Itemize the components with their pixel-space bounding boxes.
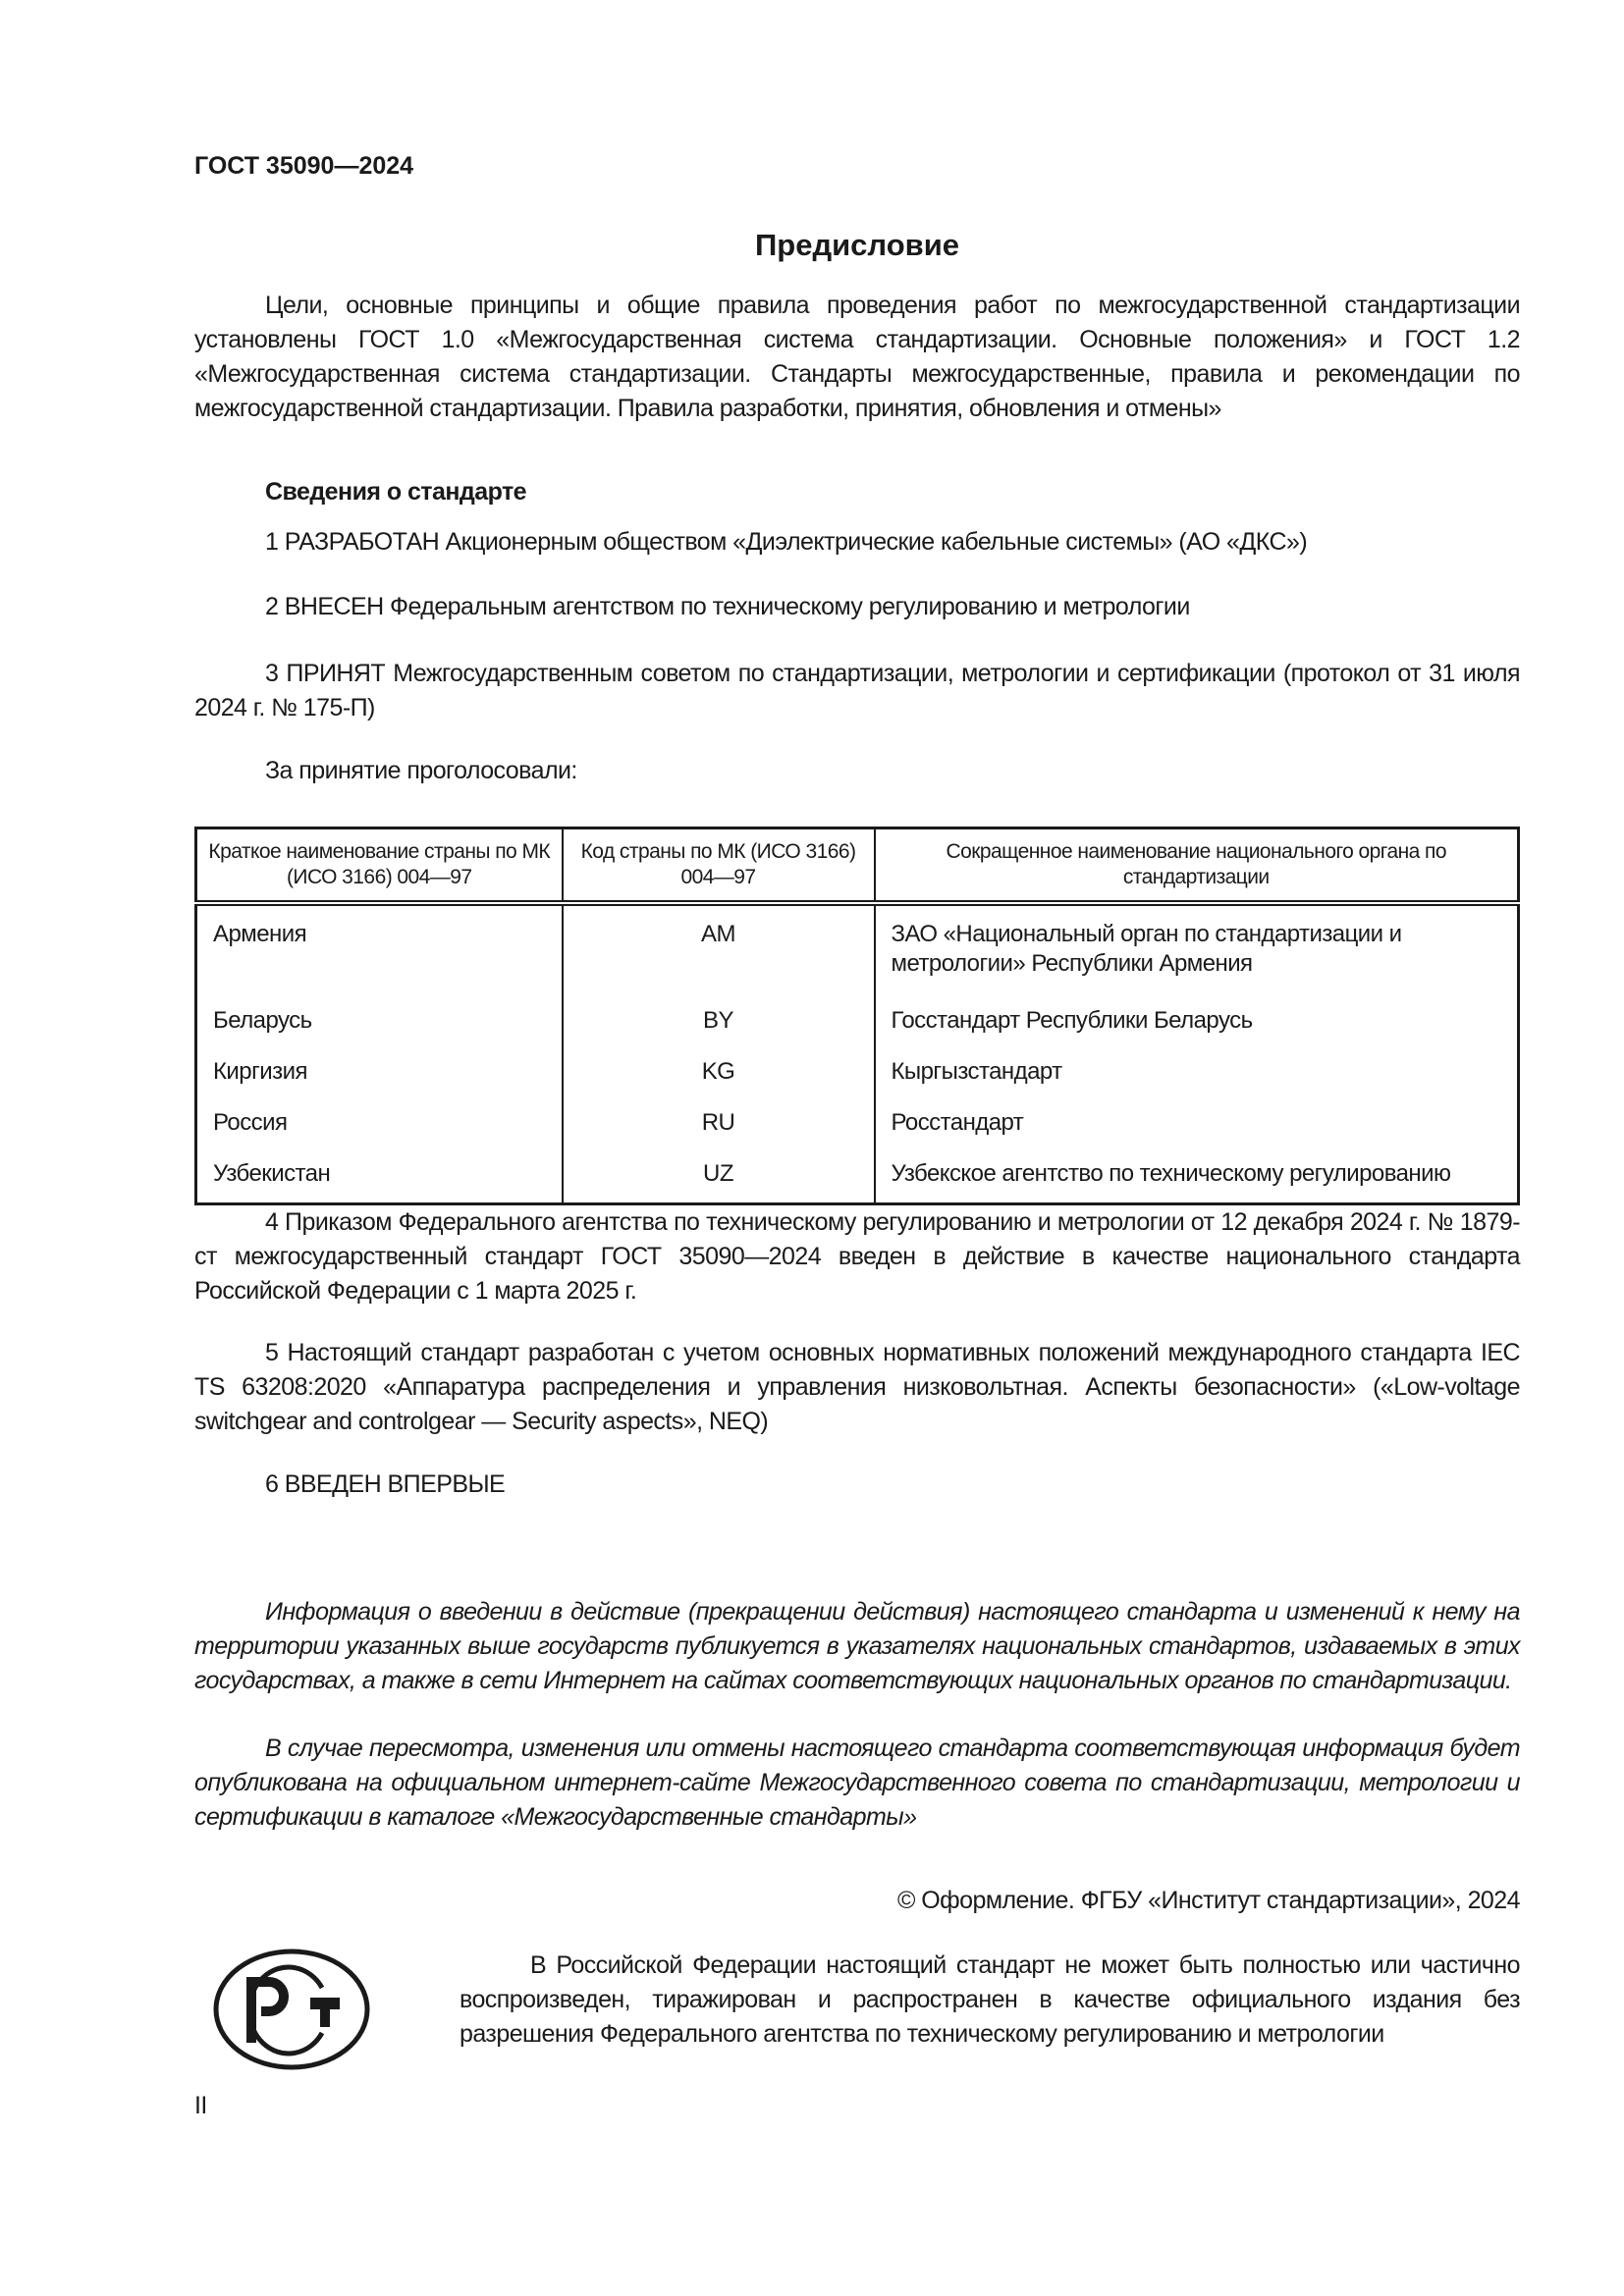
item-3: 3 ПРИНЯТ Межгосударственным советом по стандартизации, метрологии и сертификации (протокол от 31 июля 2024 г. № 175-П) bbox=[194, 660, 1520, 721]
item-2: 2 ВНЕСЕН Федеральным агентством по техническому регулированию и метрологии bbox=[265, 593, 1190, 620]
table-header-row bbox=[196, 828, 1519, 904]
body-cell: Госстандарт Республики Беларусь bbox=[891, 1007, 1253, 1034]
page-number: II bbox=[194, 2092, 207, 2119]
item-4: 4 Приказом Федерального агентства по техническому регулированию и метрологии от 12 декабря 2024 г. № 1879-ст межгосударственный стандарт ГОСТ 35090—2024 введен в действие в качестве национального стандарта Российской Федерации с 1 марта 2025 г. bbox=[194, 1208, 1520, 1305]
code-cell: KG bbox=[563, 1049, 875, 1100]
table-row bbox=[196, 903, 1519, 998]
code-cell: RU bbox=[563, 1100, 875, 1151]
table-row bbox=[196, 1151, 1519, 1204]
document-number: ГОСТ 35090—2024 bbox=[194, 152, 414, 180]
country-cell: Киргизия bbox=[196, 1049, 563, 1100]
column-header: Код страны по МК (ИСО 3166) 004—97 bbox=[563, 828, 875, 904]
notice-paragraph-2: В случае пересмотра, изменения или отмены настоящего стандарта соответствующая информация будет опубликована на официальном интернет-сайте Межгосударственного совета по стандартизации, метрологии и сертификации в каталоге «Межгосударственные стандарты» bbox=[194, 1735, 1520, 1831]
table-row bbox=[196, 1049, 1519, 1100]
item-5: 5 Настоящий стандарт разработан с учетом основных нормативных положений международного стандарта IEC TS 63208:2020 «Аппаратура распределения и управления низковольтная. Аспекты безопасности» («Low-voltage switchgear and controlgear — Security aspects», NEQ) bbox=[194, 1339, 1520, 1435]
body-cell: Росстандарт bbox=[891, 1109, 1024, 1136]
country-cell: Армения bbox=[196, 903, 563, 998]
country-cell: Узбекистан bbox=[196, 1151, 563, 1204]
info-heading: Сведения о стандарте bbox=[265, 478, 527, 506]
rights-notice: В Российской Федерации настоящий стандарт не может быть полностью или частично воспроизведен, тиражирован и распространен в качестве официального издания без разрешения Федерального агентства по техническому регулированию и метрологии bbox=[460, 1951, 1520, 2048]
table-row bbox=[196, 998, 1519, 1049]
copyright: © Оформление. ФГБУ «Институт стандартизации», 2024 bbox=[896, 1887, 1520, 1914]
intro-paragraph: Цели, основные принципы и общие правила проведения работ по межгосударственной стандартизации установлены ГОСТ 1.0 «Межгосударственная система стандартизации. Основные положения» и ГОСТ 1.2 «Межгосударственная система стандартизации. Стандарты межгосударственные, правила и рекомендации по межгосударственной стандартизации. Правила разработки, принятия, обновления и отмены» bbox=[194, 292, 1520, 422]
rst-certification-logo-icon bbox=[212, 1949, 371, 2070]
column-header: Краткое наименование страны по МК (ИСО 3166) 004—97 bbox=[196, 828, 563, 904]
page-title: Предисловие bbox=[754, 228, 959, 262]
body-cell: Кыргызстандарт bbox=[891, 1058, 1062, 1085]
code-cell: UZ bbox=[563, 1151, 875, 1204]
item-6: 6 ВВЕДЕН ВПЕРВЫЕ bbox=[265, 1470, 506, 1498]
column-header: Сокращенное наименование национального органа по стандартизации bbox=[875, 828, 1519, 904]
notice-paragraph-1: Информация о введении в действие (прекращении действия) настоящего стандарта и изменений к нему на территории указанных выше государств публикуется в указателях национальных стандартов, издаваемых в этих государствах, а также в сети Интернет на сайтах соответствующих национальных органов по стандартизации. bbox=[194, 1598, 1520, 1694]
code-cell: AM bbox=[563, 903, 875, 998]
code-cell: BY bbox=[563, 998, 875, 1049]
voted-label: За принятие проголосовали: bbox=[265, 757, 577, 784]
voting-table bbox=[194, 827, 1520, 1205]
country-cell: Россия bbox=[196, 1100, 563, 1151]
item-1: 1 РАЗРАБОТАН Акционерным обществом «Диэлектрические кабельные системы» (АО «ДКС») bbox=[265, 528, 1308, 556]
country-cell: Беларусь bbox=[196, 998, 563, 1049]
body-cell: Узбекское агентство по техническому регулированию bbox=[891, 1160, 1451, 1187]
body-cell: ЗАО «Национальный орган по стандартизации и метрологии» Республики Армения bbox=[891, 921, 1402, 977]
table-row bbox=[196, 1100, 1519, 1151]
